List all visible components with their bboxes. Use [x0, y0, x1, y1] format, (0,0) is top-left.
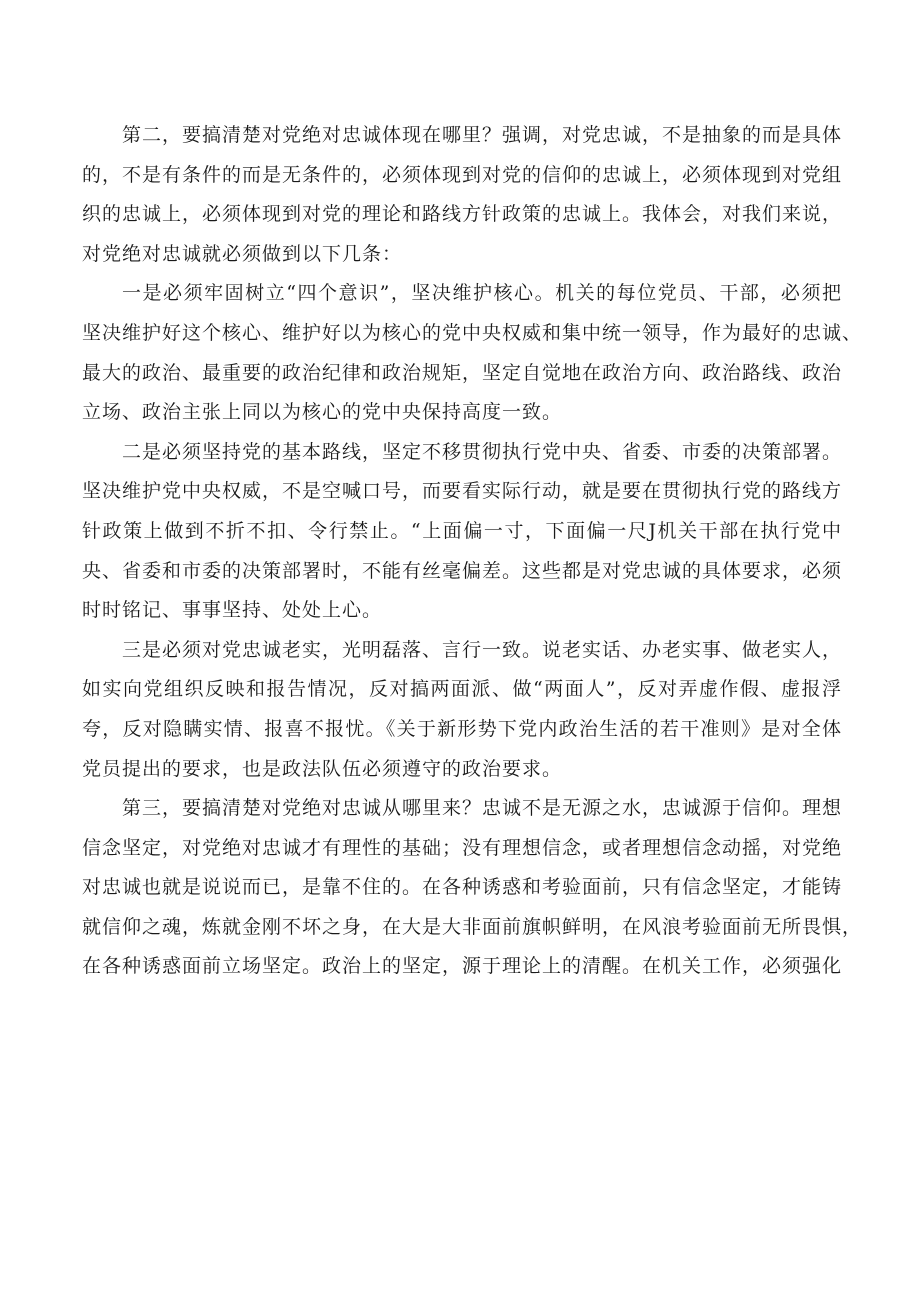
paragraph-line: 坚决维护党中央权威，不是空喊口号，而要看实际行动，就是要在贯彻执行党的路线方 — [82, 480, 843, 503]
document-body — [82, 116, 863, 987]
paragraph-line: 一是必须牢固树立“四个意识”，坚决维护核心。机关的每位党员、干部，必须把 — [122, 282, 842, 305]
paragraph-line: 对忠诚也就是说说而已，是靠不住的。在各种诱惑和考验面前，只有信念坚定，才能铸 — [82, 876, 843, 899]
paragraph-4 — [82, 631, 842, 789]
paragraph-1 — [82, 116, 842, 274]
paragraph-line: 第二，要搞清楚对党绝对忠诚体现在哪里？强调，对党忠诚，不是抽象的而是具体 — [122, 124, 843, 146]
paragraph-line: 立场、政治主张上同以为核心的党中央保持高度一致。 — [82, 401, 563, 424]
paragraph-2 — [82, 274, 863, 432]
paragraph-line: 就信仰之魂，炼就金刚不坏之身，在大是大非面前旗帜鲜明，在风浪考验面前无所畏惧， — [82, 915, 863, 938]
paragraph-line: 信念坚定，对党绝对忠诚才有理性的基础；没有理想信念，或者理想信念动摇，对党绝 — [82, 836, 843, 859]
paragraph-line: 夸，反对隐瞒实情、报喜不报忧。《关于新形势下党内政治生活的若干准则》是对全体 — [82, 717, 842, 740]
paragraph-line: 党员提出的要求，也是政法队伍必须遵守的政治要求。 — [82, 757, 563, 780]
paragraph-line: 在各种诱惑面前立场坚定。政治上的坚定，源于理论上的清醒。在机关工作，必须强化 — [82, 955, 843, 978]
paragraph-line: 第三，要搞清楚对党绝对忠诚从哪里来？忠诚不是无源之水，忠诚源于信仰。理想 — [122, 797, 843, 820]
paragraph-line: 二是必须坚持党的基本路线，坚定不移贯彻执行党中央、省委、市委的决策部署。 — [122, 440, 843, 463]
paragraph-3 — [82, 433, 842, 631]
paragraph-line: 坚决维护好这个核心、维护好以为核心的党中央权威和集中统一领导，作为最好的忠诚、 — [82, 321, 863, 344]
paragraph-line: 针政策上做到不折不扣、令行禁止。“上面偏一寸，下面偏一尺J机关干部在执行党中 — [82, 519, 842, 542]
paragraph-line: 对党绝对忠诚就必须做到以下几条： — [82, 242, 403, 265]
paragraph-line: 最大的政治、最重要的政治纪律和政治规矩，坚定自觉地在政治方向、政治路线、政治 — [82, 361, 843, 384]
paragraph-line: 央、省委和市委的决策部署时，不能有丝毫偏差。这些都是对党忠诚的具体要求，必须 — [82, 559, 843, 582]
paragraph-line: 织的忠诚上，必须体现到对党的理论和路线方针政策的忠诚上。我体会，对我们来说， — [82, 203, 843, 226]
paragraph-line: 时时铭记、事事坚持、处处上心。 — [82, 599, 383, 622]
paragraph-5 — [82, 789, 863, 987]
paragraph-line: 如实向党组织反映和报告情况，反对搞两面派、做“两面人”，反对弄虚作假、虚报浮 — [82, 678, 842, 701]
paragraph-line: 的，不是有条件的而是无条件的，必须体现到对党的信仰的忠诚上，必须体现到对党组 — [82, 163, 843, 186]
paragraph-line: 三是必须对党忠诚老实，光明磊落、言行一致。说老实话、办老实事、做老实人， — [122, 638, 843, 661]
